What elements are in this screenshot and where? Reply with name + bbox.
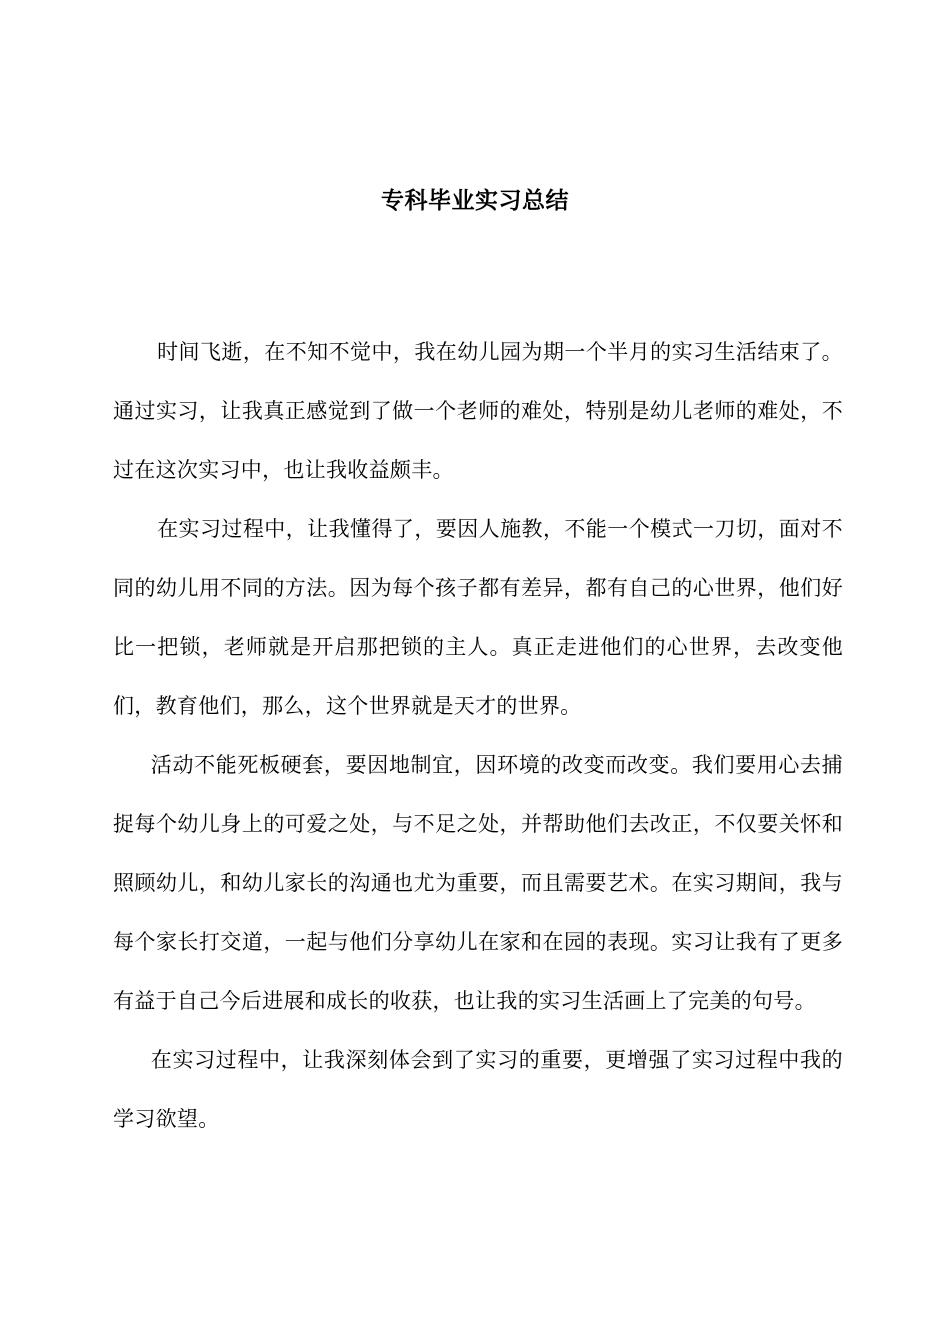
document-title: 专科毕业实习总结	[381, 188, 569, 214]
paragraph: 在实习过程中，让我深刻体会到了实习的重要，更增强了实习过程中我的学习欲望。	[113, 1048, 843, 1131]
paragraph: 时间飞逝，在不知不觉中，我在幼儿园为期一个半月的实习生活结束了。通过实习，让我真正感觉到了做一个老师的难处，特别是幼儿老师的难处，不过在这次实习中，也让我收益颇丰。	[113, 340, 843, 482]
document-body	[113, 323, 843, 1149]
paragraph: 在实习过程中，让我懂得了，要因人施教，不能一个模式一刀切，面对不同的幼儿用不同的方法。因为每个孩子都有差异，都有自己的心世界，他们好比一把锁，老师就是开启那把锁的主人。真正走进他们的心世界，去改变他们，教育他们，那么，这个世界就是天才的世界。	[113, 517, 843, 718]
paragraph: 活动不能死板硬套，要因地制宜，因环境的改变而改变。我们要用心去捕捉每个幼儿身上的可爱之处，与不足之处，并帮助他们去改正，不仅要关怀和照顾幼儿，和幼儿家长的沟通也尤为重要，而且需要艺术。在实习期间，我与每个家长打交道，一起与他们分享幼儿在家和在园的表现。实习让我有了更多有益于自己今后进展和成长的收获，也让我的实习生活画上了完美的句号。	[113, 753, 843, 1013]
